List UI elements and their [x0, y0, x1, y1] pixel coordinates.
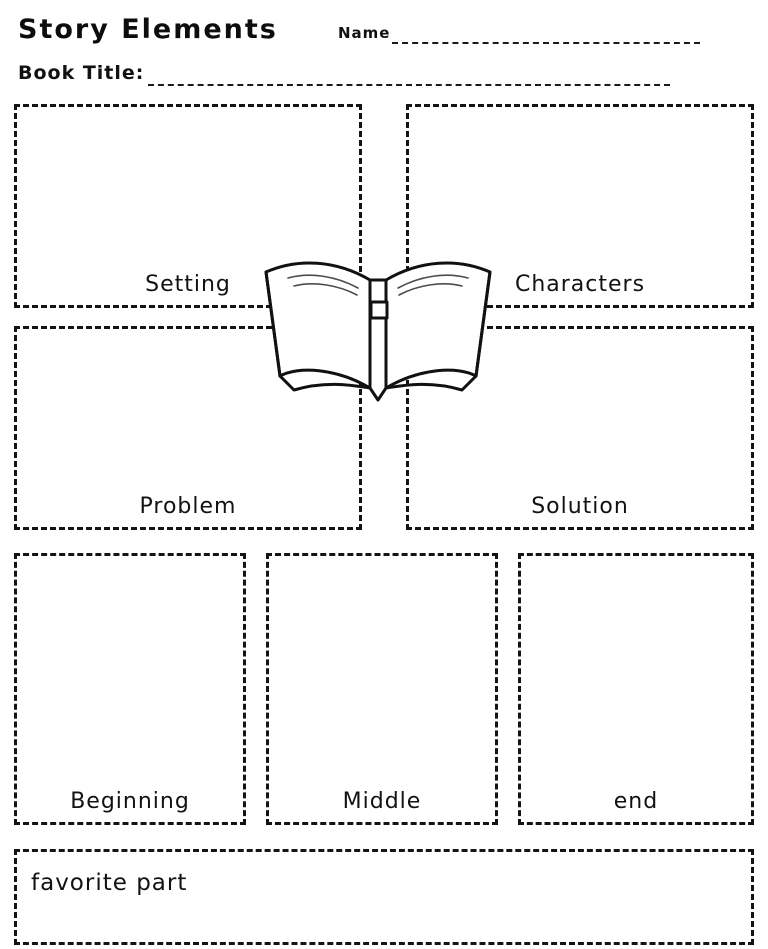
name-label: Name: [338, 24, 391, 42]
box-problem-label: Problem: [139, 494, 237, 519]
box-beginning-label: Beginning: [70, 789, 190, 814]
name-input-line[interactable]: [392, 42, 700, 44]
box-favorite-part[interactable]: [14, 849, 754, 945]
box-setting-label: Setting: [145, 272, 231, 297]
open-book-icon: [258, 240, 498, 420]
box-middle-label: Middle: [342, 789, 422, 814]
box-solution-label: Solution: [531, 494, 629, 519]
page-title: Story Elements: [18, 14, 278, 45]
box-beginning[interactable]: [14, 553, 246, 825]
box-middle[interactable]: [266, 553, 498, 825]
box-favorite-part-label: favorite part: [31, 870, 188, 896]
box-end-label: end: [613, 789, 659, 814]
box-characters-label: Characters: [514, 272, 646, 297]
book-title-input-line[interactable]: [148, 84, 670, 86]
box-end[interactable]: [518, 553, 754, 825]
worksheet-header: [0, 0, 768, 96]
book-title-label: Book Title:: [18, 62, 145, 84]
